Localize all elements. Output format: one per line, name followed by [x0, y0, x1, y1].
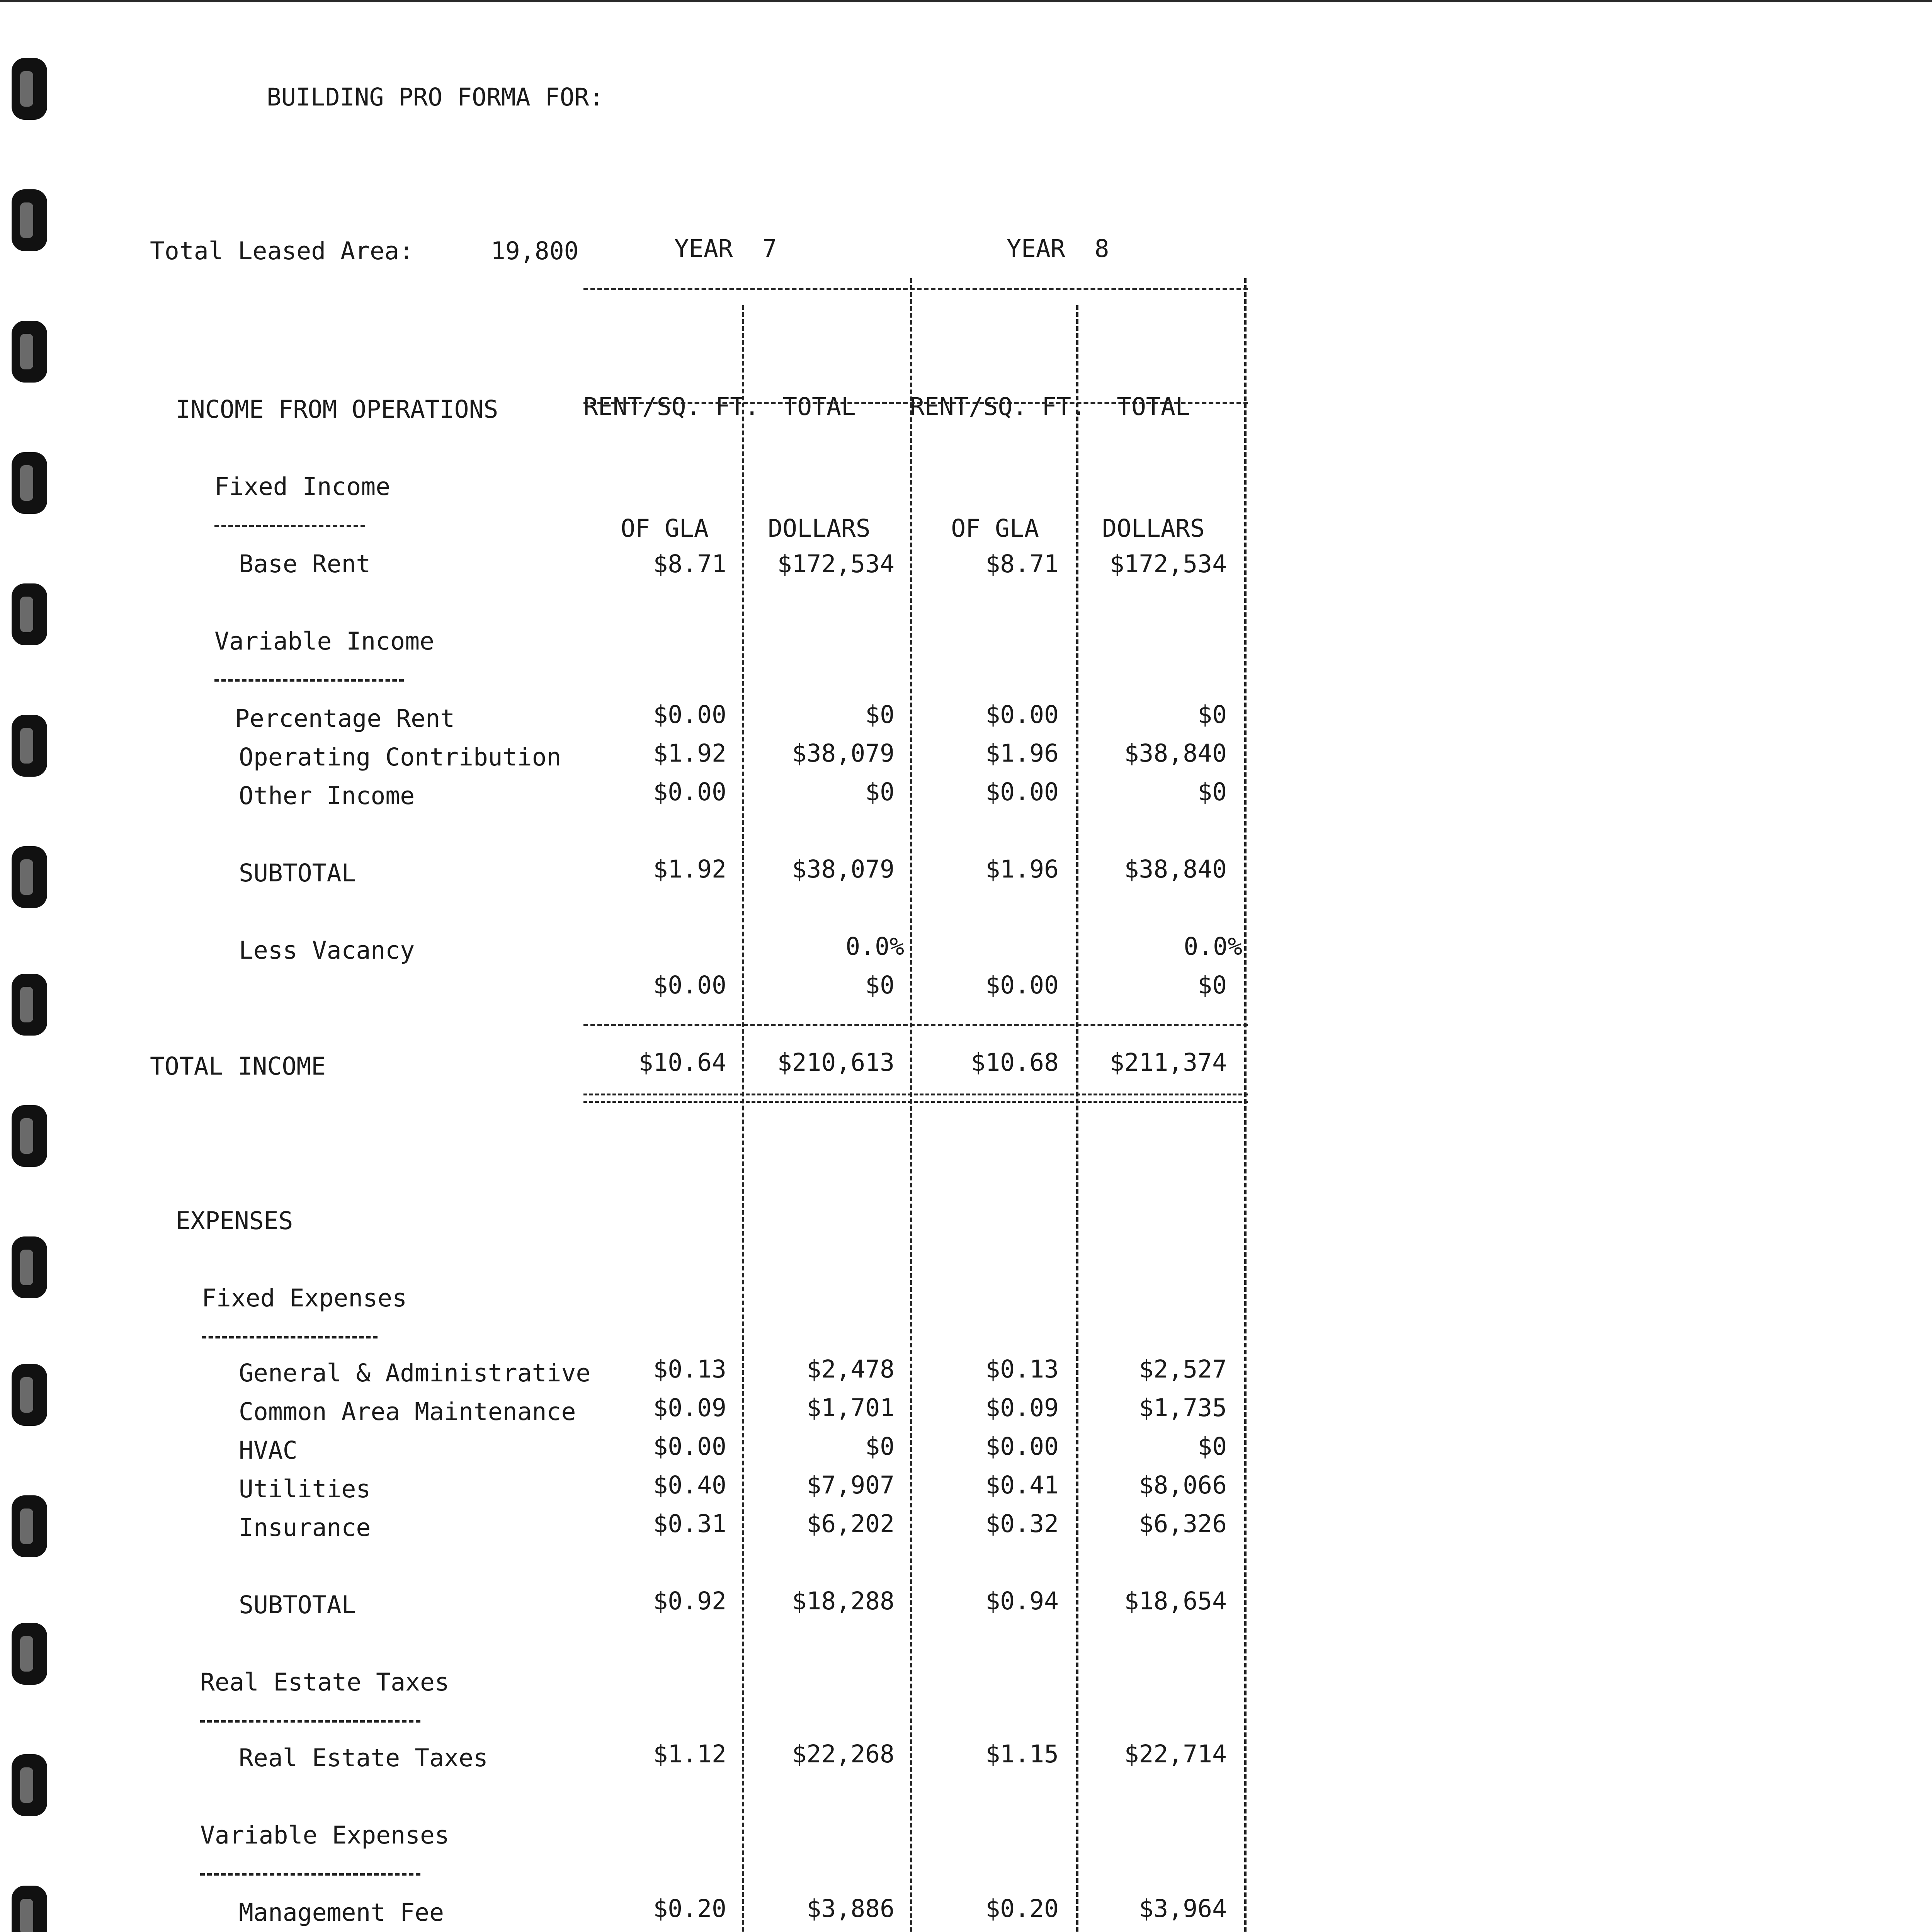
variable-income-label: Variable Income	[214, 627, 434, 655]
table-right-border	[1244, 278, 1247, 1932]
cell-y7-total: $7,907	[806, 1471, 895, 1499]
cell-y8-total: $172,534	[1109, 550, 1227, 578]
column-separator	[1076, 305, 1078, 1932]
document-title: BUILDING PRO FORMA FOR:	[267, 83, 604, 111]
binder-hole	[12, 58, 47, 120]
cell-y8-total: $1,735	[1139, 1394, 1227, 1422]
row-label: Real Estate Taxes	[239, 1744, 488, 1772]
fixed-expenses-underline	[202, 1336, 378, 1338]
cell-y7-total: $38,079	[792, 855, 895, 883]
y7-rent-header	[583, 305, 760, 589]
row-label: General & Administrative	[239, 1359, 591, 1387]
cell-y7-total: $210,613	[777, 1048, 895, 1077]
cell-y7-total: $3,886	[806, 1895, 895, 1923]
cell-y8-total: $38,840	[1124, 739, 1227, 767]
y7-rent-header-line2: OF GLA	[621, 514, 709, 543]
cell-y7-rent: $0.00	[653, 1432, 726, 1461]
cell-y7-total: $0	[865, 701, 895, 729]
cell-y8-rent: $0.00	[985, 971, 1059, 999]
cell-y8-total: $0	[1197, 1432, 1227, 1461]
cell-y8-total: $6,326	[1139, 1510, 1227, 1538]
cell-y8-rent: $8.71	[985, 550, 1059, 578]
cell-y7-total: $22,268	[792, 1740, 895, 1768]
cell-y7-total: $6,202	[806, 1510, 895, 1538]
binder-hole	[12, 1364, 47, 1426]
variable-income-underline	[214, 679, 404, 682]
y8-rent-header	[910, 305, 1086, 589]
variable-expenses-label: Variable Expenses	[200, 1821, 449, 1849]
cell-y7-total: $172,534	[777, 550, 895, 578]
year-8-label: YEAR 8	[1007, 235, 1109, 263]
cell-y7-total: $1,701	[806, 1394, 895, 1422]
binder-hole	[12, 1495, 47, 1557]
binder-hole	[12, 1886, 47, 1932]
row-label: Management Fee	[239, 1898, 444, 1927]
page-top-edge	[0, 0, 1932, 2]
binder-hole	[12, 846, 47, 908]
binder-hole	[12, 1236, 47, 1298]
y7-rent-header-line1: RENT/SQ. FT.	[583, 393, 760, 421]
cell-y8-rent: $0.00	[985, 778, 1059, 806]
y7-total-header	[753, 305, 885, 589]
cell-y7-total: $0	[865, 971, 895, 999]
total-income-rule	[583, 1024, 1248, 1026]
cell-y7-rent: $0.20	[653, 1895, 726, 1923]
binder-hole	[12, 1623, 47, 1685]
income-section-label: INCOME FROM OPERATIONS	[176, 395, 498, 423]
cell-y7-rent: $0.13	[653, 1355, 726, 1383]
cell-y8-total: $2,527	[1139, 1355, 1227, 1383]
cell-y7-total: $0	[865, 1432, 895, 1461]
cell-y7-total: $0	[865, 778, 895, 806]
cell-y7-rent: $0.00	[653, 778, 726, 806]
cell-y8-total: $211,374	[1109, 1048, 1227, 1077]
binder-hole	[12, 1754, 47, 1816]
cell-y8-total: $38,840	[1124, 855, 1227, 883]
y7-total-header-line2: DOLLARS	[768, 514, 871, 543]
cell-y7-rent: $0.00	[653, 701, 726, 729]
cell-y8-vacancy-pct: 0.0%	[1184, 932, 1242, 961]
y8-rent-header-line1: RENT/SQ. FT.	[910, 393, 1086, 421]
row-label: Operating Contribution	[239, 743, 561, 771]
row-label: Base Rent	[239, 550, 371, 578]
cell-y8-total: $0	[1197, 971, 1227, 999]
row-label: Common Area Maintenance	[239, 1398, 576, 1426]
cell-y8-rent: $0.94	[985, 1587, 1059, 1615]
cell-y8-rent: $0.20	[985, 1895, 1059, 1923]
re-taxes-group-label: Real Estate Taxes	[200, 1668, 449, 1696]
row-label: HVAC	[239, 1436, 298, 1464]
binder-hole	[12, 321, 47, 383]
re-taxes-underline	[200, 1720, 420, 1723]
binder-hole	[12, 715, 47, 777]
y8-total-header	[1086, 305, 1221, 589]
cell-y7-total: $2,478	[806, 1355, 895, 1383]
binder-hole	[12, 452, 47, 514]
row-label: Utilities	[239, 1475, 371, 1503]
y8-rent-header-line2: OF GLA	[951, 514, 1039, 543]
y8-total-header-line2: DOLLARS	[1102, 514, 1205, 543]
header-top-rule	[583, 288, 1248, 290]
row-label: SUBTOTAL	[239, 1591, 356, 1619]
leased-area-label: Total Leased Area:	[150, 237, 414, 265]
cell-y7-rent: $1.92	[653, 855, 726, 883]
row-label: Less Vacancy	[239, 936, 415, 964]
cell-y7-rent: $1.92	[653, 739, 726, 767]
cell-y7-rent: $0.92	[653, 1587, 726, 1615]
variable-expenses-underline	[200, 1873, 420, 1876]
cell-y8-total: $18,654	[1124, 1587, 1227, 1615]
fixed-expenses-label: Fixed Expenses	[202, 1284, 407, 1312]
cell-y7-rent: $0.00	[653, 971, 726, 999]
cell-y8-rent: $1.96	[985, 855, 1059, 883]
fixed-income-label: Fixed Income	[214, 473, 391, 501]
leased-area-value: 19,800	[491, 237, 579, 265]
cell-y8-total: $3,964	[1139, 1895, 1227, 1923]
total-income-double-rule	[583, 1094, 1248, 1103]
binder-hole	[12, 974, 47, 1036]
cell-y8-rent: $0.09	[985, 1394, 1059, 1422]
cell-y8-rent: $0.41	[985, 1471, 1059, 1499]
cell-y8-rent: $0.32	[985, 1510, 1059, 1538]
cell-y7-total: $38,079	[792, 739, 895, 767]
cell-y8-total: $8,066	[1139, 1471, 1227, 1499]
total-income-label: TOTAL INCOME	[150, 1052, 326, 1080]
year-7-label: YEAR 7	[674, 235, 777, 263]
fixed-income-underline	[214, 525, 365, 527]
cell-y7-rent: $0.31	[653, 1510, 726, 1538]
column-separator	[742, 305, 744, 1932]
cell-y7-rent: $1.12	[653, 1740, 726, 1768]
binder-hole	[12, 583, 47, 645]
cell-y7-vacancy-pct: 0.0%	[845, 932, 904, 961]
cell-y8-rent: $0.13	[985, 1355, 1059, 1383]
year-separator	[910, 278, 912, 1932]
cell-y7-rent: $10.64	[638, 1048, 726, 1077]
y8-total-header-line1: TOTAL	[1117, 393, 1190, 421]
binder-hole	[12, 189, 47, 251]
expenses-section-label: EXPENSES	[176, 1207, 293, 1235]
row-label: SUBTOTAL	[239, 859, 356, 887]
binder-hole	[12, 1105, 47, 1167]
cell-y8-total: $0	[1197, 701, 1227, 729]
header-bottom-rule	[583, 402, 1248, 404]
cell-y7-rent: $0.40	[653, 1471, 726, 1499]
cell-y8-total: $22,714	[1124, 1740, 1227, 1768]
cell-y8-rent: $0.00	[985, 1432, 1059, 1461]
cell-y8-rent: $0.00	[985, 701, 1059, 729]
cell-y8-rent: $10.68	[971, 1048, 1059, 1077]
y7-total-header-line1: TOTAL	[782, 393, 856, 421]
row-label: Other Income	[239, 782, 415, 810]
cell-y7-rent: $8.71	[653, 550, 726, 578]
cell-y8-rent: $1.15	[985, 1740, 1059, 1768]
cell-y8-total: $0	[1197, 778, 1227, 806]
cell-y7-total: $18,288	[792, 1587, 895, 1615]
cell-y7-rent: $0.09	[653, 1394, 726, 1422]
row-label: Insurance	[239, 1514, 371, 1542]
row-label: Percentage Rent	[235, 704, 455, 733]
cell-y8-rent: $1.96	[985, 739, 1059, 767]
